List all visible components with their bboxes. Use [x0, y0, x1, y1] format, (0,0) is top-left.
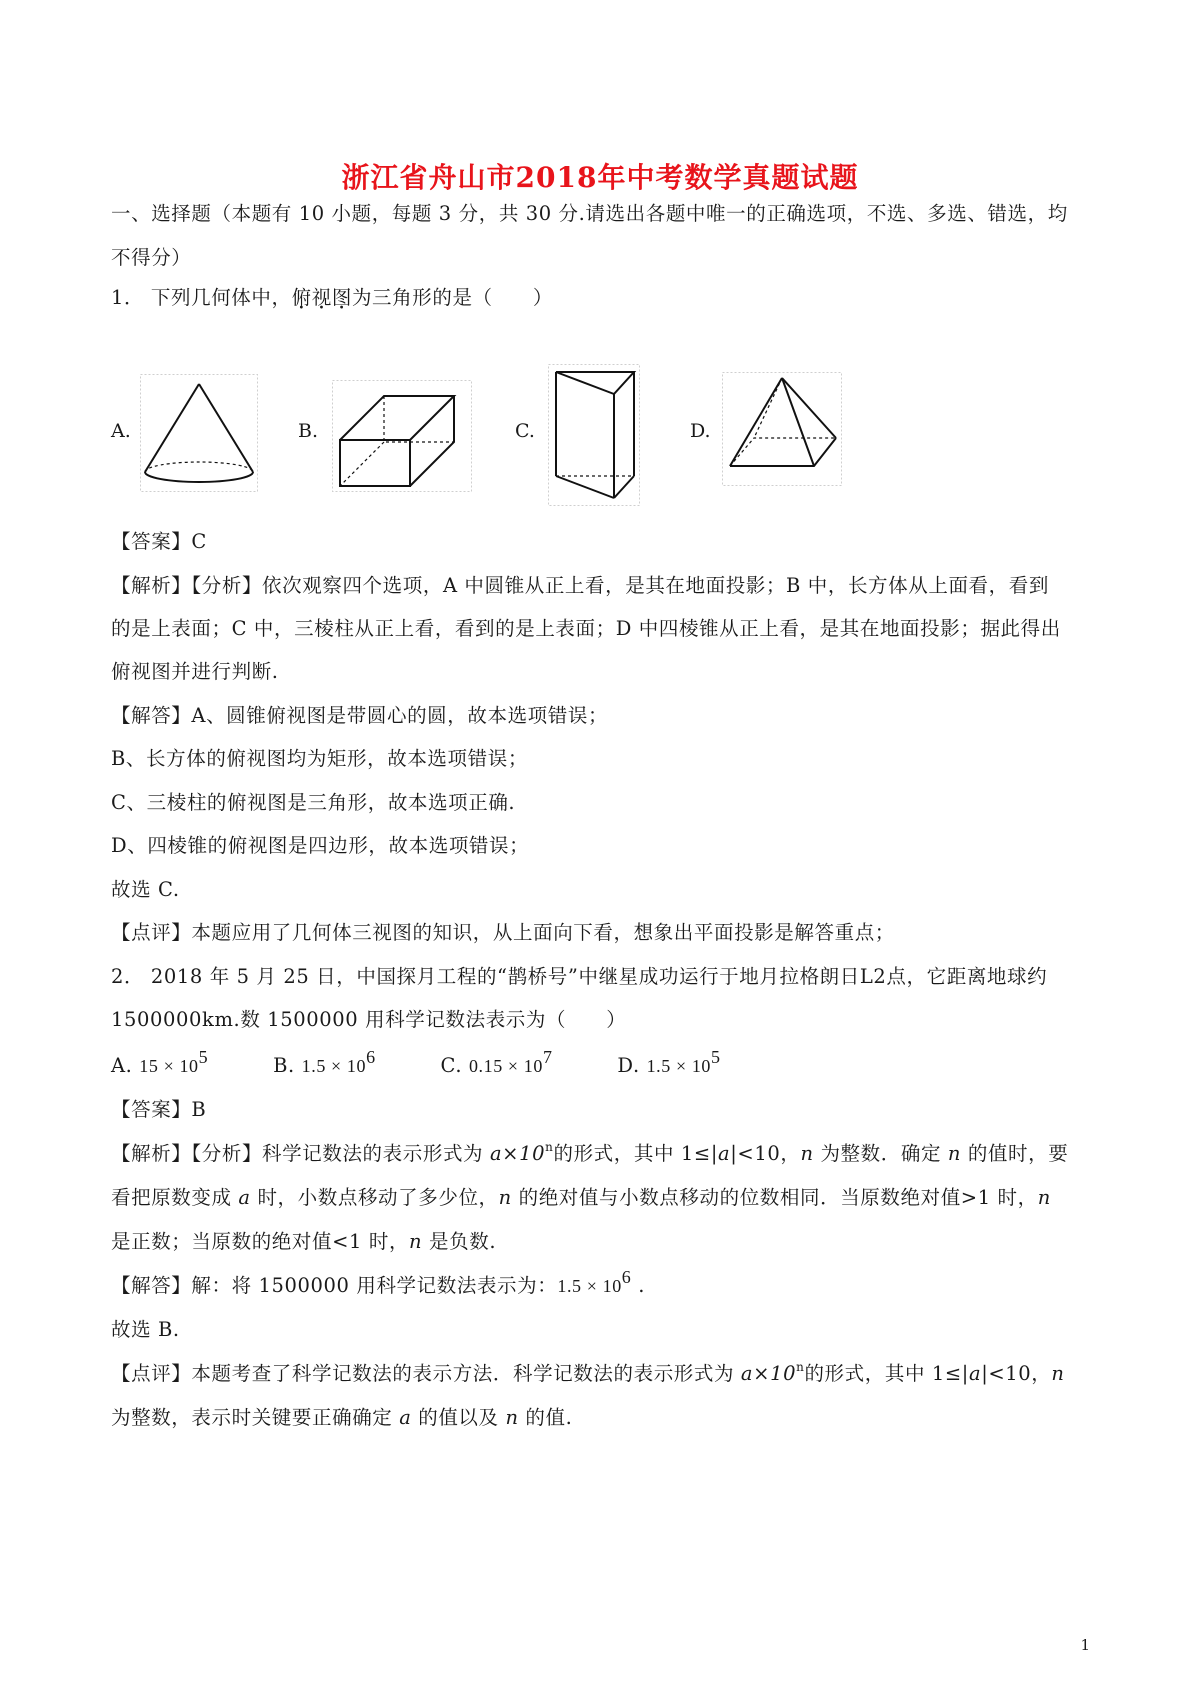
q1-analysis-line2: 的是上表面；C 中，三棱柱从正上看，看到的是上表面；D 中四棱锥从正上看，是其在地面投影；据此得出 [111, 617, 1061, 640]
q2-comment-text: |<10， [981, 1362, 1052, 1385]
q1-option-c-label: C. [515, 420, 535, 442]
q2-analysis-text: 是正数；当原数的绝对值<1 时， [111, 1230, 410, 1253]
q2-option-c [440, 1047, 553, 1080]
q2-option-a-base: 15 × 10 [139, 1056, 199, 1076]
q2-option-d [617, 1047, 721, 1080]
cuboid-icon [332, 380, 472, 492]
q1-solution-line4: D、四棱锥的俯视图是四边形，故本选项错误； [111, 834, 530, 857]
q2-option-b-exp: 6 [366, 1047, 376, 1067]
q1-option-b-label: B. [298, 420, 319, 442]
q2-comment-text: 的值以及 [411, 1406, 506, 1429]
q2-analysis-var: n [1037, 1186, 1051, 1209]
q2-comment-math: a×10 [740, 1362, 797, 1385]
q2-comment-text: 的形式，其中 1≤| [804, 1362, 969, 1385]
q2-analysis-line2 [111, 1184, 1101, 1212]
q2-solution-text: . [631, 1274, 646, 1297]
q2-analysis-var: a [238, 1186, 251, 1209]
q2-analysis-text: 【解析】【分析】科学记数法的表示形式为 [111, 1142, 490, 1165]
q2-answer: 【答案】B [111, 1098, 207, 1121]
q1-comment: 【点评】本题应用了几何体三视图的知识，从上面向下看，想象出平面投影是解答重点； [111, 921, 895, 944]
q2-option-c-base: 0.15 × 10 [468, 1056, 543, 1076]
q2-analysis-text: 为整数．确定 [813, 1142, 948, 1165]
q2-comment-text: 【点评】本题考查了科学记数法的表示方法．科学记数法的表示形式为 [111, 1362, 741, 1385]
section-heading-line2: 不得分） [111, 246, 192, 269]
q2-analysis-text: 的形式，其中 1≤| [553, 1142, 718, 1165]
q1-option-d-label: D. [690, 420, 711, 442]
page-number: 1 [1080, 1636, 1090, 1654]
q2-comment-line1 [111, 1360, 1101, 1390]
q2-stem-line2: 1500000km.数 1500000 用科学记数法表示为（ ） [111, 1008, 627, 1031]
q2-analysis-text: 的绝对值与小数点移动的位数相同．当原数绝对值>1 时， [511, 1186, 1038, 1209]
q2-analysis-text: 时，小数点移动了多少位， [250, 1186, 499, 1209]
q2-analysis-var: n [947, 1142, 962, 1165]
q2-comment-var: n [1051, 1362, 1065, 1385]
q1-analysis-line1: 【解析】【分析】依次观察四个选项，A 中圆锥从正上看，是其在地面投影；B 中，长方体从上面看，看到 [111, 574, 1049, 597]
q2-option-a [111, 1047, 209, 1080]
q1-stem-emph-1: 俯 [291, 286, 312, 309]
q2-analysis-math: a×10 [489, 1142, 546, 1165]
q2-option-b-base: 1.5 × 10 [301, 1056, 367, 1076]
triangular-prism-icon [548, 364, 640, 506]
page-title: 浙江省舟山市2018年中考数学真题试题 [341, 161, 859, 194]
q2-option-b [273, 1047, 376, 1080]
q2-option-d-exp: 5 [711, 1047, 721, 1067]
q2-comment-text: 为整数，表示时关键要正确确定 [111, 1406, 400, 1429]
q2-comment-text: 的值. [518, 1406, 573, 1429]
square-pyramid-icon [722, 372, 842, 486]
q1-stem-suffix: 为三角形的是（ ） [351, 286, 553, 309]
q2-option-c-exp: 7 [543, 1047, 553, 1067]
q2-analysis-line3 [111, 1228, 1101, 1256]
q2-choice: 故选 B. [111, 1318, 180, 1341]
q2-option-a-exp: 5 [198, 1047, 209, 1067]
q2-analysis-text: |<10， [730, 1142, 801, 1165]
q2-option-d-label: D. [617, 1054, 640, 1077]
q2-analysis-var: n [498, 1186, 512, 1209]
q1-solution-line2: B、长方体的俯视图均为矩形，故本选项错误； [111, 747, 528, 770]
q2-analysis-exp: n [545, 1140, 554, 1154]
q2-comment-var: a [968, 1362, 982, 1385]
q2-analysis-line1 [111, 1140, 1101, 1170]
q1-solution-line3: C、三棱柱的俯视图是三角形，故本选项正确. [111, 791, 516, 814]
q1-stem-emph-3: 图 [331, 286, 352, 309]
q2-solution-exp: 6 [621, 1267, 632, 1287]
q2-option-b-label: B. [273, 1054, 295, 1077]
q2-option-a-label: A. [111, 1054, 133, 1077]
q1-solution-line1: 【解答】A、圆锥俯视图是带圆心的圆，故本选项错误； [111, 704, 609, 727]
q1-stem-prefix: 1． 下列几何体中， [111, 286, 292, 309]
q2-analysis-var: a [718, 1142, 731, 1165]
q2-solution-base: 1.5 × 10 [557, 1276, 622, 1296]
q2-analysis-text: 的值时，要 [961, 1142, 1069, 1165]
q2-comment-line2 [111, 1404, 1101, 1432]
q2-analysis-text: 是负数. [422, 1230, 497, 1253]
q1-analysis-line3: 俯视图并进行判断. [111, 660, 279, 683]
q2-solution [111, 1267, 1101, 1300]
cone-icon [140, 374, 258, 492]
q1-answer: 【答案】C [111, 530, 207, 553]
q2-comment-exp: n [796, 1360, 805, 1374]
q1-choice: 故选 C. [111, 878, 180, 901]
q2-solution-text: 【解答】解：将 1500000 用科学记数法表示为： [111, 1274, 558, 1297]
q2-stem-line1: 2． 2018 年 5 月 25 日，中国探月工程的“鹊桥号”中继星成功运行于地月拉格朗日L2点，它距离地球约 [111, 965, 1048, 988]
q1-stem [111, 284, 1101, 312]
q2-option-c-label: C. [440, 1054, 463, 1077]
q2-option-d-base: 1.5 × 10 [646, 1056, 712, 1076]
q2-options [111, 1047, 1101, 1080]
section-heading-line1: 一、选择题（本题有 10 小题，每题 3 分，共 30 分.请选出各题中唯一的正确选项，不选、多选、错选，均 [111, 202, 1068, 225]
q2-comment-var: a [399, 1406, 412, 1429]
q1-stem-emph-2: 视 [311, 286, 332, 309]
q2-analysis-var: n [800, 1142, 814, 1165]
q1-option-a-label: A. [111, 420, 131, 442]
q2-analysis-var: n [409, 1230, 423, 1253]
q2-analysis-text: 看把原数变成 [111, 1186, 239, 1209]
q2-comment-var: n [505, 1406, 519, 1429]
